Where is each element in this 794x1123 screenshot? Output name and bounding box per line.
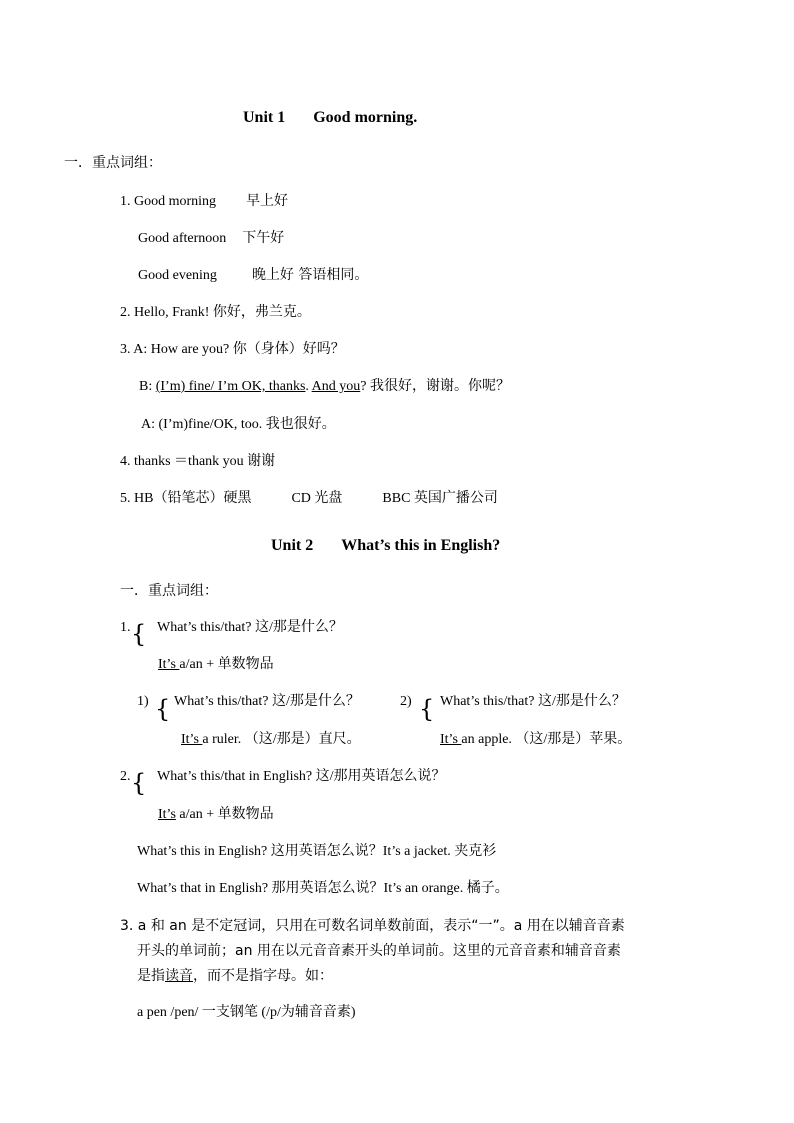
- unit2-item3-line3: [137, 967, 333, 985]
- phrase-cn: 下午好: [242, 230, 285, 246]
- unit2-title-unit: Unit 2: [271, 537, 314, 554]
- unit1-item1c: [138, 266, 368, 285]
- unit1-title-unit: Unit 1: [243, 109, 286, 126]
- unit2-item1-number: 1.: [120, 620, 131, 635]
- abbr-cd: CD 光盘: [291, 491, 343, 506]
- brace-icon: {: [131, 769, 147, 797]
- unit2-item2-question: What’s this/that in English? 这/那用英语怎么说？: [157, 769, 446, 784]
- unit2-item2-example2: What’s that in English? 那用英语怎么说？It’s an orange. 橘子。: [137, 881, 509, 896]
- underlined-text: It’s: [158, 807, 176, 822]
- unit1-section-heading: 一．重点词组：: [64, 155, 162, 171]
- phrase-en: Good evening: [138, 268, 217, 283]
- unit1-item3b: [139, 378, 510, 396]
- unit2-example1-answer: [181, 731, 361, 749]
- underlined-text: It’s: [181, 732, 203, 747]
- unit1-item5: [120, 490, 498, 508]
- unit2-title: [271, 536, 500, 556]
- brace-icon: {: [419, 695, 435, 723]
- unit1-title-name: Good morning.: [313, 109, 418, 126]
- unit2-item1-question: What’s this/that? 这/那是什么？: [157, 620, 343, 635]
- unit2-example2-answer: [440, 731, 631, 749]
- unit2-item1-answer: [158, 656, 274, 674]
- unit2-item3-line2: 开头的单词前；an 用在以元音音素开头的单词前。这里的元音音素和辅音音素: [137, 943, 621, 959]
- abbr-bbc: BBC 英国广播公司: [382, 491, 498, 506]
- text: a/an + 单数物品: [175, 807, 274, 822]
- abbr-hb: 5. HB（铅笔芯）硬黑: [120, 491, 252, 506]
- unit1-item3a: 3. A: How are you? 你（身体）好吗？: [120, 342, 345, 357]
- unit2-section-heading: 一．重点词组：: [120, 583, 218, 599]
- unit2-item2-answer: [158, 806, 274, 824]
- underlined-text: (I’m) fine/ I’m OK, thanks: [155, 379, 306, 394]
- unit2-example2-question: What’s this/that? 这/那是什么？: [440, 694, 626, 709]
- unit1-item4: 4. thanks ＝thank you 谢谢: [120, 454, 276, 469]
- unit2-example1-question: What’s this/that? 这/那是什么？: [174, 694, 360, 709]
- phrase-en: Good afternoon: [138, 231, 227, 246]
- unit1-item2: 2. Hello, Frank! 你好，弗兰克。: [120, 305, 311, 320]
- unit1-item1b: [138, 229, 284, 248]
- brace-icon: {: [155, 695, 171, 723]
- underlined-text: And you: [311, 379, 361, 394]
- unit2-item2-example1: What’s this in English? 这用英语怎么说？It’s a jacket. 夹克衫: [137, 844, 497, 859]
- unit2-example1-number: 1): [137, 694, 149, 709]
- text: .: [305, 379, 312, 394]
- underlined-text: It’s: [158, 657, 180, 672]
- unit2-item3-example: a pen /pen/ 一支钢笔 (/p/为辅音音素): [137, 1005, 356, 1020]
- brace-icon: {: [131, 620, 147, 648]
- text: ? 我很好，谢谢。你呢？: [360, 379, 510, 394]
- unit2-item3-line1: 3. a 和 an 是不定冠词，只用在可数名词单数前面，表示“一”。a 用在以辅音音素: [120, 918, 625, 934]
- phrase-en: 1. Good morning: [120, 194, 217, 209]
- text: 是指: [137, 968, 165, 984]
- text: an apple. （这/那是）苹果。: [461, 732, 632, 747]
- phrase-cn: 晚上好 答语相同。: [251, 267, 369, 283]
- text: a/an + 单数物品: [179, 657, 274, 672]
- text: a ruler. （这/那是）直尺。: [202, 732, 361, 747]
- underlined-text: 读音: [165, 968, 193, 984]
- unit1-item3c: A: (I’m)fine/OK, too. 我也很好。: [141, 417, 336, 432]
- phrase-cn: 早上好: [246, 193, 289, 209]
- unit2-example2-number: 2): [400, 694, 412, 709]
- unit2-title-name: What’s this in English?: [341, 537, 501, 554]
- unit1-item1: [120, 192, 288, 211]
- unit2-item2-number: 2.: [120, 769, 131, 784]
- text: B:: [139, 379, 156, 394]
- underlined-text: It’s: [440, 732, 462, 747]
- unit1-title: [243, 108, 417, 128]
- text: ，而不是指字母。如：: [193, 968, 333, 984]
